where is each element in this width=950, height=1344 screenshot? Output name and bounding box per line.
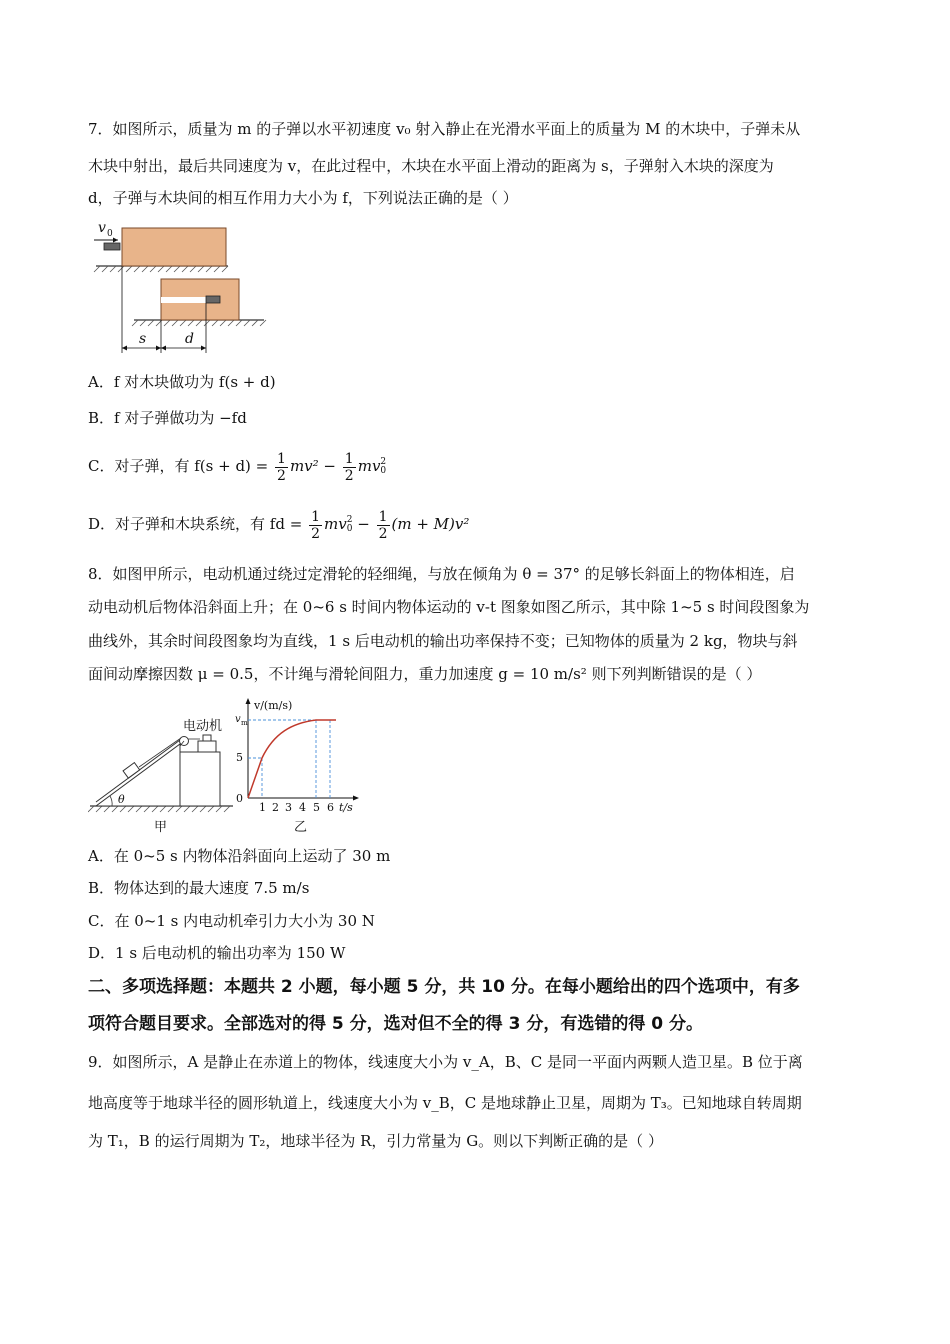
q8-line-1: 8．如图甲所示，电动机通过绕过定滑轮的轻细绳，与放在倾角为 θ = 37° 的足够长斜面上的物体相连，启 bbox=[88, 565, 795, 583]
q7-block-before bbox=[122, 228, 226, 266]
q7-bullet-before bbox=[104, 243, 120, 250]
fraction: $\frac{1}{2}$ bbox=[344, 450, 354, 484]
vt-vm-label: v bbox=[235, 714, 241, 725]
jia-caption: 甲 bbox=[154, 820, 168, 835]
section-2-heading-line-1: 二、多项选择题：本题共 2 小题，每小题 5 分，共 10 分。在每小题给出的四个选项中，有多 bbox=[88, 977, 800, 997]
vt-curve bbox=[248, 720, 336, 798]
q8-figure-jia bbox=[88, 712, 238, 837]
q7-option-d-term1: mv bbox=[324, 515, 347, 533]
q9-line-2: 地高度等于地球半径的圆形轨道上，线速度大小为 v_B，C 是地球静止卫星，周期为 T₃。已知地球自转周期 bbox=[88, 1094, 802, 1112]
motor-label: 电动机 bbox=[183, 719, 223, 734]
q8-line-4: 面间动摩擦因数 μ = 0.5，不计绳与滑轮间阻力，重力加速度 g = 10 m/s² 则下列判断错误的是（ ） bbox=[88, 665, 762, 683]
q7-option-a: A．f 对木块做功为 f(s + d) bbox=[88, 373, 276, 391]
q9-line-3: 为 T₁，B 的运行周期为 T₂，地球半径为 R，引力常量为 G。则以下判断正确的是（ ） bbox=[88, 1132, 663, 1150]
vt-xlabel: t/s bbox=[339, 801, 353, 814]
fraction: $\frac{1}{2}$ bbox=[277, 450, 286, 484]
vt-xtick: 2 bbox=[272, 801, 279, 814]
q7-line-2: 木块中射出，最后共同速度为 v，在此过程中，木块在水平面上滑动的距离为 s，子弹射入木块的深度为 bbox=[88, 157, 774, 175]
q8-option-b: B．物体达到的最大速度 7.5 m/s bbox=[88, 879, 310, 897]
q8-line-2: 动电动机后物体沿斜面上升；在 0~6 s 时间内物体运动的 v-t 图象如图乙所示，其中除 1~5 s 时间段图象为 bbox=[88, 598, 810, 616]
q7-option-c-term2: mv bbox=[357, 457, 381, 475]
q9-line-1: 9．如图所示，A 是静止在赤道上的物体，线速度大小为 v_A，B、C 是同一平面内两颗人造卫星。B 位于离 bbox=[88, 1053, 803, 1071]
q7-option-b: B．f 对子弹做功为 −fd bbox=[88, 409, 247, 427]
motor-table bbox=[180, 752, 220, 806]
vt-xtick: 4 bbox=[299, 801, 306, 814]
fraction: $\frac{1}{2}$ bbox=[378, 508, 388, 542]
q7-v0-label: v bbox=[98, 220, 106, 236]
q7-option-d: D．对子弹和木块系统，有 fd = $\frac{1}{2}$ mv 2 0 − $\frac{1}{2}$ (m + M)v² bbox=[88, 508, 470, 542]
vt-xtick: 1 bbox=[259, 801, 266, 814]
q7-v0-sub: 0 bbox=[107, 229, 113, 239]
q7-option-d-term2: (m + M)v² bbox=[391, 515, 470, 533]
q8-option-a: A．在 0~5 s 内物体沿斜面向上运动了 30 m bbox=[88, 847, 391, 865]
incline bbox=[96, 744, 180, 806]
yi-caption: 乙 bbox=[294, 820, 308, 835]
q8-line-3: 曲线外，其余时间段图象均为直线，1 s 后电动机的输出功率保持不变；已知物体的质量为 2 kg，物块与斜 bbox=[88, 632, 798, 650]
q7-d-label: d bbox=[185, 331, 194, 347]
vt-xtick: 3 bbox=[285, 801, 292, 814]
q7-line-3: d，子弹与木块间的相互作用力大小为 f，下列说法正确的是（ ） bbox=[88, 189, 518, 207]
q7-option-c-prefix: C．对子弹，有 f(s + d) = bbox=[88, 457, 269, 475]
q8-option-c: C．在 0~1 s 内电动机牵引力大小为 30 N bbox=[88, 912, 375, 930]
q7-figure-bullet-block bbox=[88, 218, 273, 358]
q7-line-1: 7．如图所示，质量为 m 的子弹以水平初速度 v₀ 射入静止在光滑水平面上的质量为 M 的木块中，子弹未从 bbox=[88, 120, 801, 138]
q7-s-label: s bbox=[139, 331, 147, 347]
motor bbox=[198, 741, 216, 752]
q8-option-d: D．1 s 后电动机的输出功率为 150 W bbox=[88, 944, 346, 962]
vt-origin: 0 bbox=[236, 792, 243, 805]
theta-label: θ bbox=[118, 793, 125, 806]
vt-xtick: 6 bbox=[327, 801, 334, 814]
vt-ylabel: v/(m/s) bbox=[254, 699, 293, 712]
vt-xtick: 5 bbox=[313, 801, 320, 814]
fraction: $\frac{1}{2}$ bbox=[311, 508, 320, 542]
section-2-heading-line-2: 项符合题目要求。全部选对的得 5 分，选对但不全的得 3 分，有选错的得 0 分。 bbox=[88, 1014, 703, 1034]
vt-y5: 5 bbox=[236, 751, 243, 764]
q7-option-c: C．对子弹，有 f(s + d) = $\frac{1}{2}$ mv² − $\frac{1}{2}$ mv 2 0 bbox=[88, 450, 387, 484]
vt-vm-sub: m bbox=[241, 719, 248, 727]
q7-option-d-prefix: D．对子弹和木块系统，有 fd = bbox=[88, 515, 303, 533]
q7-option-c-term1: mv² − bbox=[289, 457, 337, 475]
q8-vt-graph bbox=[226, 695, 366, 837]
q7-bullet-after bbox=[206, 296, 220, 303]
